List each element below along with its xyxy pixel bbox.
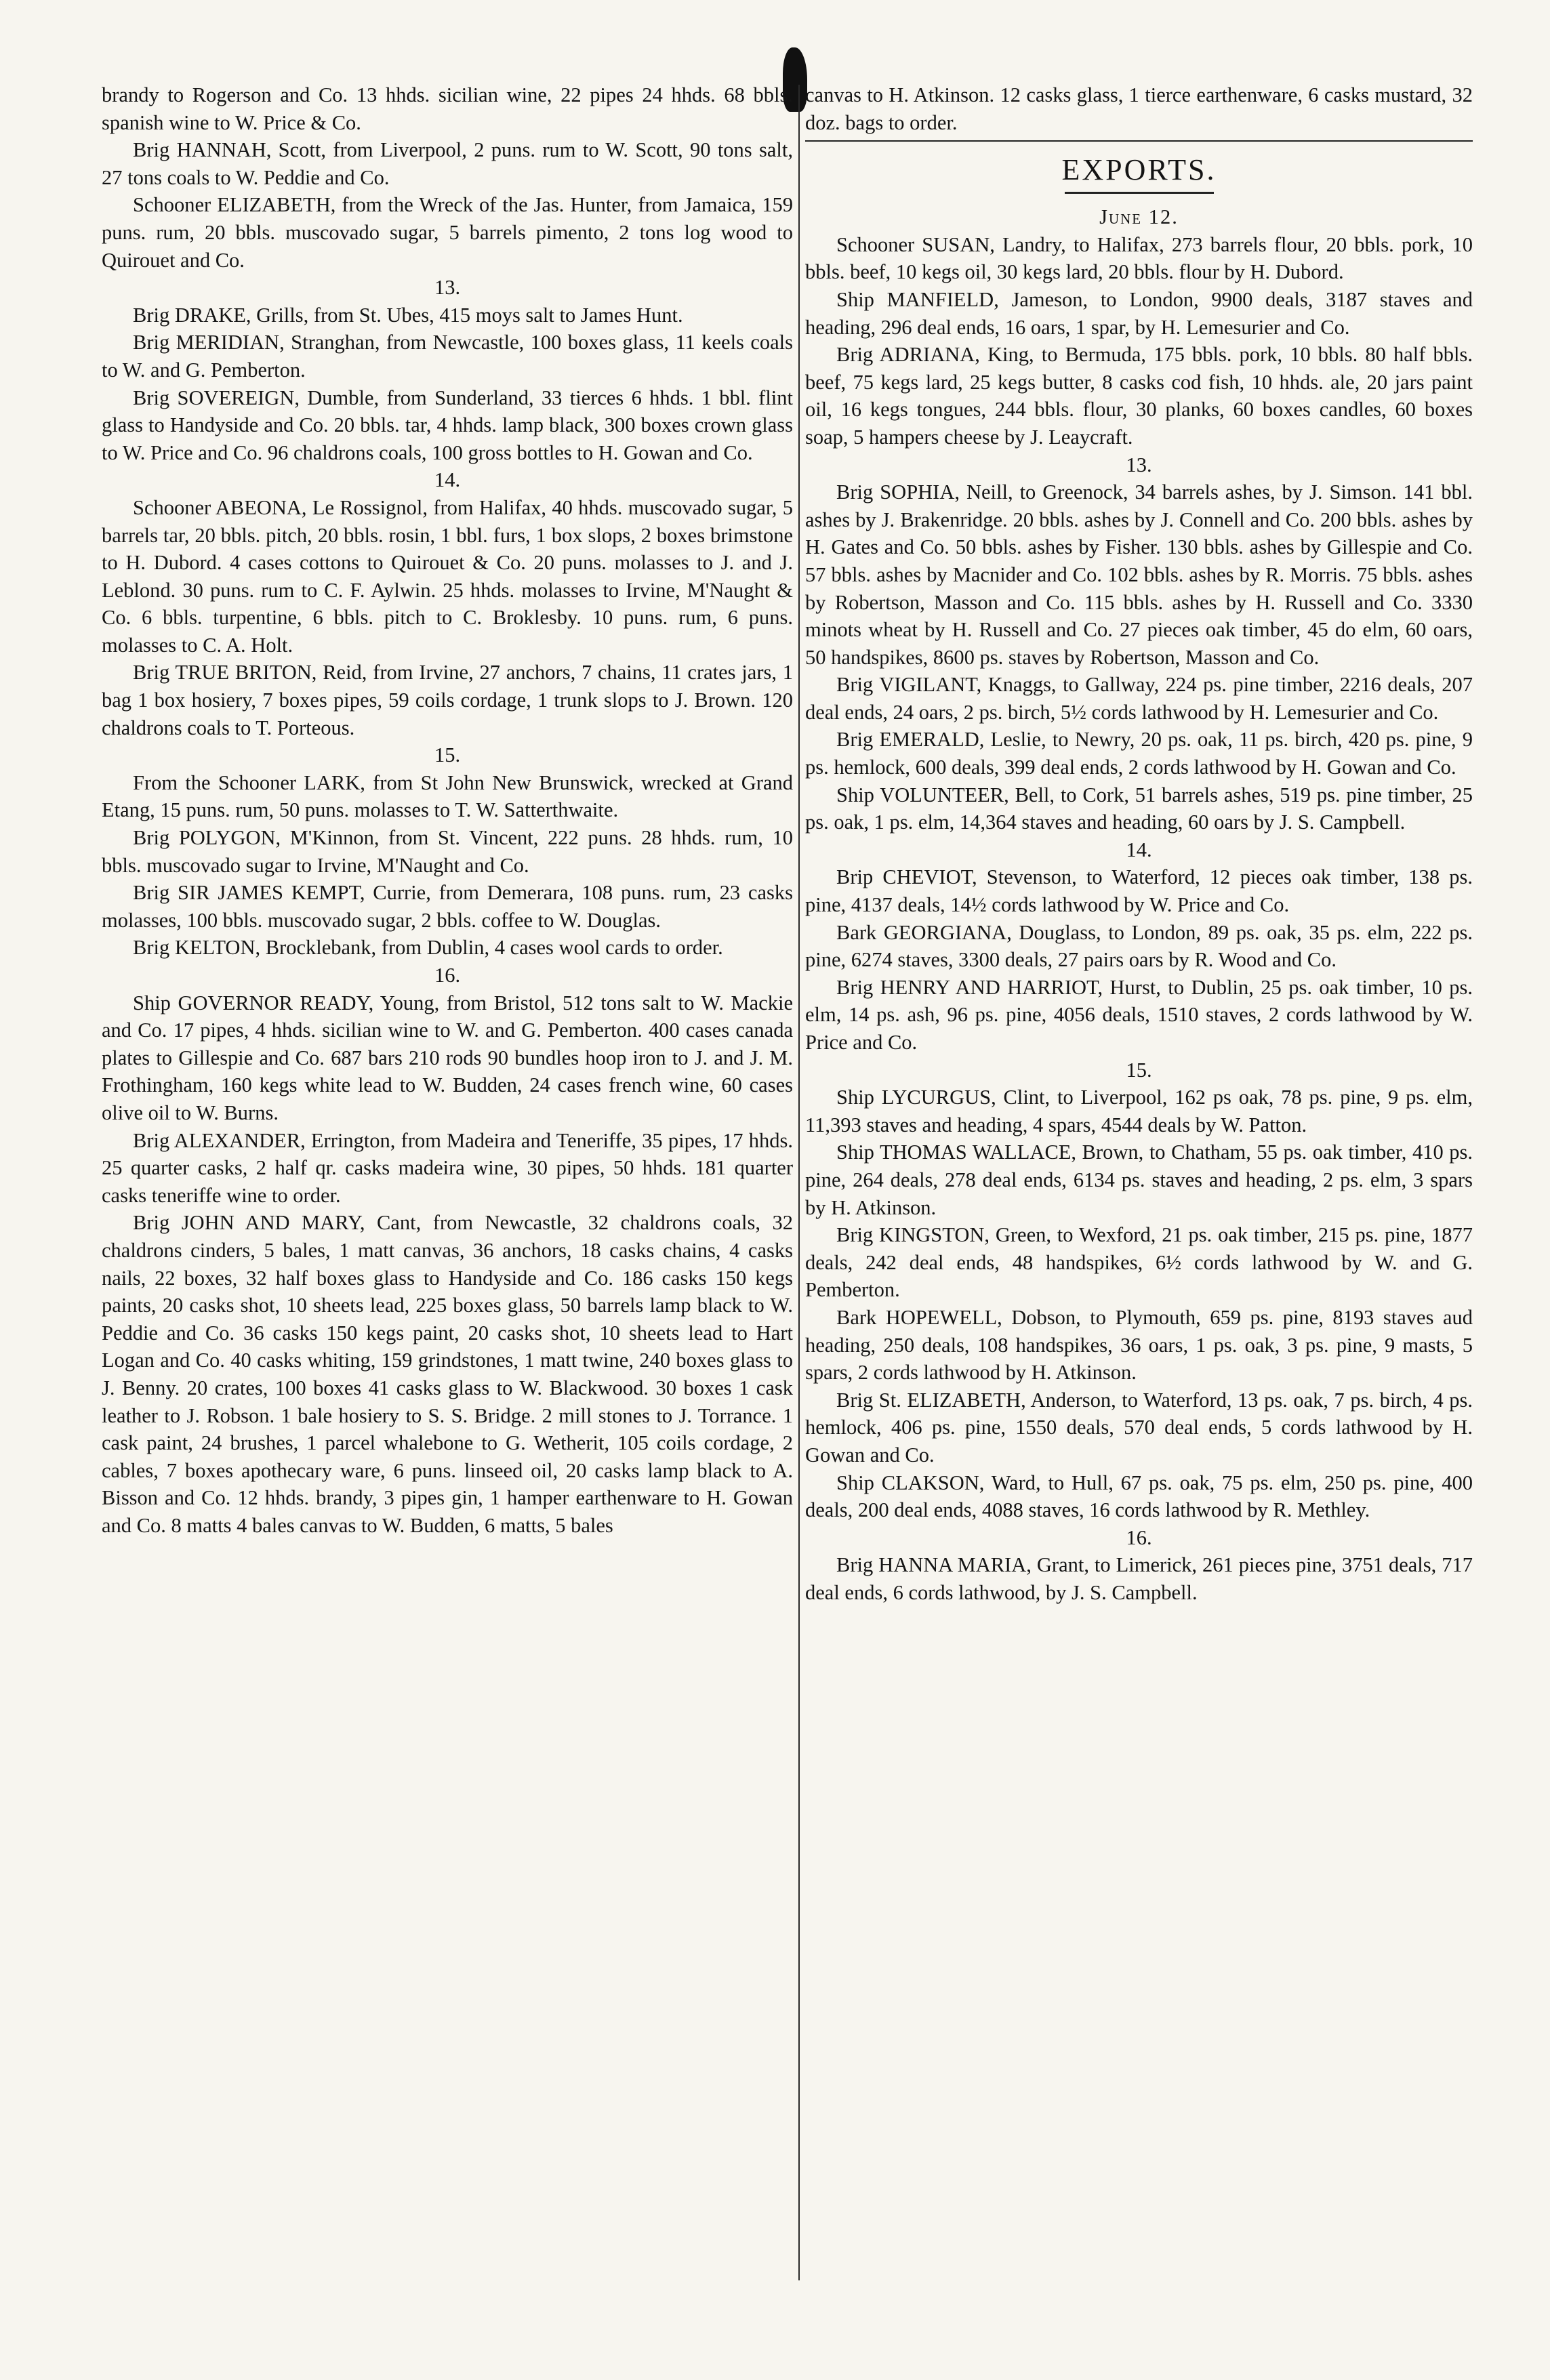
export-entry: Brig HENRY AND HARRIOT, Hurst, to Dublin, 25 ps. oak timber, 10 ps. elm, 14 ps. ash, 96 ps. pine, 4056 deals, 1510 staves, 2 cords lathwood by W. Price and Co. bbox=[805, 975, 1473, 1054]
export-entry: Ship CLAKSON, Ward, to Hull, 67 ps. oak, 75 ps. elm, 250 ps. pine, 400 deals, 200 deal ends, 4088 staves, 16 cords lathwood by R. Methley. bbox=[805, 1471, 1473, 1522]
date-heading: 16. bbox=[1126, 1525, 1152, 1549]
import-entry: Brig KELTON, Brocklebank, from Dublin, 4 cases wool cards to order. bbox=[133, 936, 723, 960]
import-entry: brandy to Rogerson and Co. 13 hhds. sicilian wine, 22 pipes 24 hhds. 68 bbls. spanish wine to W. Price & Co. bbox=[102, 83, 793, 134]
date-heading: 14. bbox=[434, 468, 461, 492]
column-divider bbox=[798, 85, 800, 2280]
import-entry: Ship GOVERNOR READY, Young, from Bristol, 512 tons salt to W. Mackie and Co. 17 pipes, 4 hhds. sicilian wine to W. and G. Pemberton. 400 cases canada plates to Gillespie and Co. 687 bars 210 rods 90 bundles hoop iron to J. and J. M. Frothingham, 160 kegs white lead to W. Budden, 24 cases french wine, 60 cases olive oil to W. Burns. bbox=[102, 991, 793, 1124]
import-entry: Brig SOVEREIGN, Dumble, from Sunderland, 33 tierces 6 hhds. 1 bbl. flint glass to Handyside and Co. 20 bbls. tar, 4 hhds. lamp black, 300 boxes crown glass to W. Price and Co. 96 chaldrons coals, 100 gross bottles to H. Gowan and Co. bbox=[102, 386, 793, 464]
export-entry: Ship VOLUNTEER, Bell, to Cork, 51 barrels ashes, 519 ps. pine timber, 25 ps. oak, 1 ps. elm, 14,364 staves and heading, 60 oars by J. S. Campbell. bbox=[805, 783, 1473, 834]
export-entry: Brig SOPHIA, Neill, to Greenock, 34 barrels ashes, by J. Simson. 141 bbl. ashes by J. Brakenridge. 20 bbls. ashes by J. Connell and Co. 200 bbls. ashes by H. Gates and Co. 50 bbls. ashes by Fisher. 130 bbls. ashes by Gillespie and Co. 57 bbls. ashes by Macnider and Co. 102 bbls. ashes by R. Morris. 75 bbls. ashes by Robertson, Masson and Co. 115 bbls. ashes by H. Russell and Co. 3330 minots wheat by H. Russell and Co. 27 pieces oak timber, 45 do elm, 60 oars, 50 handspikes, 8600 ps. staves by Robertson, Masson and Co. bbox=[805, 480, 1473, 669]
import-entry: Brig SIR JAMES KEMPT, Currie, from Demerara, 108 puns. rum, 23 casks molasses, 100 bbls. muscovado sugar, 2 bbls. coffee to W. Douglas. bbox=[102, 881, 793, 932]
export-entry: Brig KINGSTON, Green, to Wexford, 21 ps. oak timber, 215 ps. pine, 1877 deals, 242 deal ends, 48 handspikes, 6½ cords lathwood by W. and G. Pemberton. bbox=[805, 1223, 1473, 1302]
heading-underline bbox=[1065, 192, 1214, 194]
import-entry: Brig JOHN AND MARY, Cant, from Newcastle, 32 chaldrons coals, 32 chaldrons cinders, 5 bales, 1 matt canvas, 36 anchors, 18 casks chains, 4 casks nails, 22 boxes, 32 half boxes glass to Handyside and Co. 186 casks 150 kegs paints, 20 casks shot, 10 sheets lead, 225 boxes glass, 50 barrels lamp black to W. Peddie and Co. 36 casks 150 kegs paint, 20 casks shot, 10 sheets lead to Hart Logan and Co. 40 casks whiting, 159 grindstones, 1 matt twine, 240 boxes glass to J. Benny. 20 crates, 100 boxes 41 casks glass to W. Blackwood. 30 boxes 1 cask leather to J. Robson. 1 bale hosiery to S. S. Bridge. 2 mill stones to J. Torrance. 1 cask paint, 24 brushes, 1 parcel whalebone to G. Wetherit, 105 coils cordage, 2 cables, 7 boxes apothecary ware, 6 puns. linseed oil, 20 casks lamp black to A. Bisson and Co. 12 hhds. brandy, 3 pipes gin, 1 hamper earthenware to H. Gowan and Co. 8 matts 4 bales canvas to W. Budden, 6 matts, 5 bales bbox=[102, 1211, 793, 1537]
import-entry: Brig ALEXANDER, Errington, from Madeira and Teneriffe, 35 pipes, 17 hhds. 25 quarter casks, 2 half qr. casks madeira wine, 30 pipes, 50 hhds. 181 quarter casks teneriffe wine to order. bbox=[102, 1128, 793, 1207]
import-entry: Schooner ELIZABETH, from the Wreck of the Jas. Hunter, from Jamaica, 159 puns. rum, 20 bbls. muscovado sugar, 5 barrels pimento, 2 tons log wood to Quirouet and Co. bbox=[102, 193, 793, 272]
export-entry: Ship LYCURGUS, Clint, to Liverpool, 162 ps oak, 78 ps. pine, 9 ps. elm, 11,393 staves and heading, 4 spars, 4544 deals by W. Patton. bbox=[805, 1086, 1473, 1136]
date-heading: 14. bbox=[1126, 838, 1152, 861]
export-entry: Brig St. ELIZABETH, Anderson, to Waterford, 13 ps. oak, 7 ps. birch, 4 ps. hemlock, 406 ps. pine, 1550 deals, 570 deal ends, 5 cords lathwood by H. Gowan and Co. bbox=[805, 1388, 1473, 1466]
date-heading: 16. bbox=[434, 964, 461, 987]
exports-column bbox=[805, 81, 1473, 1606]
export-entry: Ship MANFIELD, Jameson, to London, 9900 deals, 3187 staves and heading, 296 deal ends, 16 oars, 1 spar, by H. Lemesurier and Co. bbox=[805, 287, 1473, 339]
export-entry: Brig HANNA MARIA, Grant, to Limerick, 261 pieces pine, 3751 deals, 717 deal ends, 6 cords lathwood, by J. S. Campbell. bbox=[805, 1553, 1473, 1604]
export-entry: Bark HOPEWELL, Dobson, to Plymouth, 659 ps. pine, 8193 staves aud heading, 250 deals, 108 handspikes, 36 oars, 1 ps. oak, 3 ps. pine, 9 masts, 5 spars, 2 cords lathwood by H. Atkinson. bbox=[805, 1305, 1473, 1384]
exports-heading: EXPORTS. bbox=[1061, 153, 1217, 187]
imports-column bbox=[102, 81, 793, 1539]
date-heading: June 12. bbox=[1099, 205, 1179, 229]
date-heading: 15. bbox=[1126, 1058, 1152, 1082]
import-entry-continued: canvas to H. Atkinson. 12 casks glass, 1 tierce earthenware, 6 casks mustard, 32 doz. bags to order. bbox=[805, 83, 1473, 134]
section-rule bbox=[805, 140, 1473, 142]
date-heading: 13. bbox=[1126, 453, 1152, 476]
export-entry: Ship THOMAS WALLACE, Brown, to Chatham, 55 ps. oak timber, 410 ps. pine, 264 deals, 278 deal ends, 6134 ps. staves and heading, 2 ps. elm, 3 spars by H. Atkinson. bbox=[805, 1141, 1473, 1219]
import-entry: From the Schooner LARK, from St John New Brunswick, wrecked at Grand Etang, 15 puns. rum, 50 puns. molasses to T. W. Satterthwaite. bbox=[102, 771, 793, 822]
import-entry: Brig TRUE BRITON, Reid, from Irvine, 27 anchors, 7 chains, 11 crates jars, 1 bag 1 box hosiery, 7 boxes pipes, 59 coils cordage, 1 trunk slops to J. Brown. 120 chaldrons coals to T. Porteous. bbox=[102, 661, 793, 739]
export-entry: Brip CHEVIOT, Stevenson, to Waterford, 12 pieces oak timber, 138 ps. pine, 4137 deals, 14½ cords lathwood by W. Price and Co. bbox=[805, 865, 1473, 917]
export-entry: Brig ADRIANA, King, to Bermuda, 175 bbls. pork, 10 bbls. 80 half bbls. beef, 75 kegs lard, 25 kegs butter, 8 casks cod fish, 10 hhds. ale, 20 jars paint oil, 16 kegs tongues, 244 bbls. flour, 30 planks, 60 boxes candles, 60 boxes soap, 5 hampers cheese by J. Leaycraft. bbox=[805, 343, 1473, 449]
date-heading: 15. bbox=[434, 743, 461, 767]
export-entry: Bark GEORGIANA, Douglass, to London, 89 ps. oak, 35 ps. elm, 222 ps. pine, 6274 staves, 3300 deals, 27 pairs oars by R. Wood and Co. bbox=[805, 920, 1473, 972]
import-entry: Brig MERIDIAN, Stranghan, from Newcastle, 100 boxes glass, 11 keels coals to W. and G. Pemberton. bbox=[102, 331, 793, 382]
date-heading: 13. bbox=[434, 276, 461, 300]
export-entry: Brig EMERALD, Leslie, to Newry, 20 ps. oak, 11 ps. birch, 420 ps. pine, 9 ps. hemlock, 600 deals, 399 deal ends, 2 cords lathwood by H. Gowan and Co. bbox=[805, 728, 1473, 779]
import-entry: Brig DRAKE, Grills, from St. Ubes, 415 moys salt to James Hunt. bbox=[133, 303, 683, 327]
export-entry: Brig VIGILANT, Knaggs, to Gallway, 224 ps. pine timber, 2216 deals, 207 deal ends, 24 oars, 2 ps. birch, 5½ cords lathwood by H. Lemesurier and Co. bbox=[805, 673, 1473, 724]
import-entry: Brig POLYGON, M'Kinnon, from St. Vincent, 222 puns. 28 hhds. rum, 10 bbls. muscovado sugar to Irvine, M'Naught and Co. bbox=[102, 826, 793, 877]
import-entry: Schooner ABEONA, Le Rossignol, from Halifax, 40 hhds. muscovado sugar, 5 barrels tar, 20 bbls. pitch, 20 bbls. rosin, 1 bbl. furs, 1 box slops, 2 boxes brimstone to H. Dubord. 4 cases cottons to Quirouet & Co. 20 puns. molasses to J. and J. Leblond. 30 puns. rum to C. F. Aylwin. 25 hhds. molasses to Irvine, M'Naught & Co. 6 bbls. turpentine, 6 bbls. pitch to C. Broklesby. 10 puns. rum, 6 puns. molasses to C. A. Holt. bbox=[102, 495, 793, 657]
import-entry: Brig HANNAH, Scott, from Liverpool, 2 puns. rum to W. Scott, 90 tons salt, 27 tons coals to W. Peddie and Co. bbox=[102, 138, 793, 189]
export-entry: Schooner SUSAN, Landry, to Halifax, 273 barrels flour, 20 bbls. pork, 10 bbls. beef, 10 kegs oil, 30 kegs lard, 20 bbls. flour by H. Dubord. bbox=[805, 232, 1473, 284]
